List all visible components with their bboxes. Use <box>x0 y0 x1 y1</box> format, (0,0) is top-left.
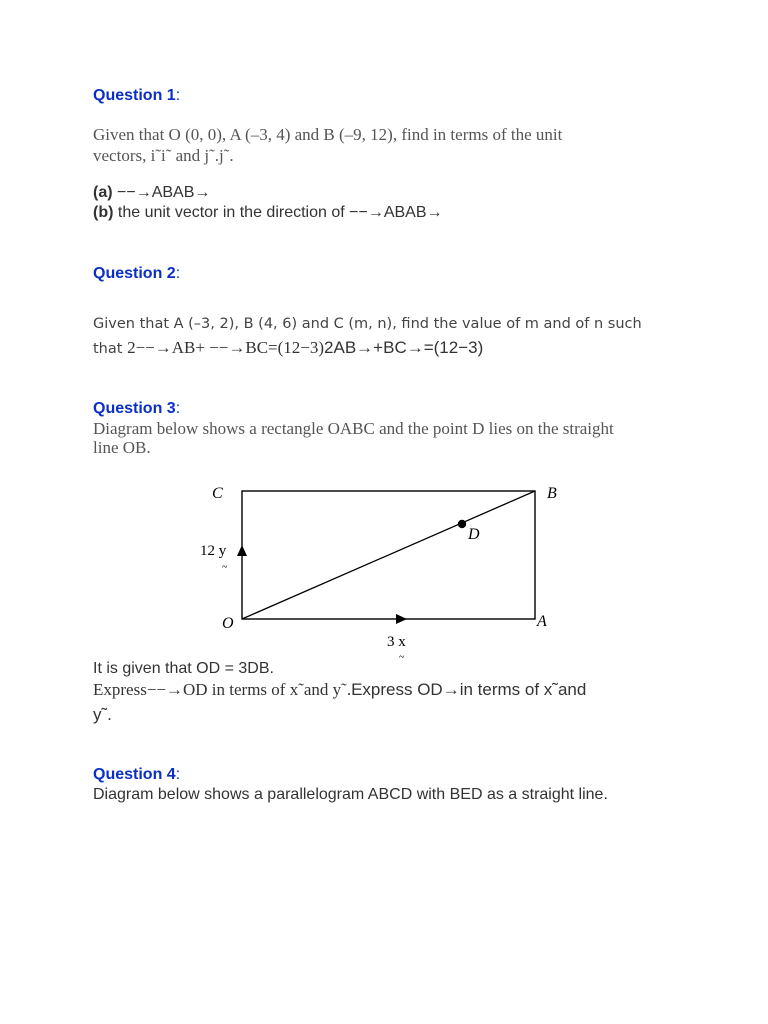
q1-part-b-label: (b) <box>93 204 114 221</box>
q2-equation-sans: 2AB→+BC→=(12−3) <box>324 338 484 357</box>
q3-express-line2: y˜. <box>93 705 112 724</box>
q3-text-line1: Diagram below shows a rectangle OABC and the point D lies on the straight <box>93 419 614 438</box>
line-ob <box>242 491 535 619</box>
q1-part-a <box>93 184 210 202</box>
label-3x: 3 x <box>387 634 406 650</box>
rectangle-diagram <box>180 478 580 668</box>
question-1-heading: Question 1: <box>93 87 181 104</box>
q2-text-line1: Given that A (–3, 2), B (4, 6) and C (m, n), find the value of m and of n such <box>93 316 642 332</box>
question-4-heading: Question 4: <box>93 766 181 783</box>
q1-part-b <box>93 204 443 222</box>
label-3x-tilde: ~ <box>399 652 405 663</box>
label-12y: 12 y <box>200 543 227 559</box>
q1-part-a-label: (a) <box>93 184 113 201</box>
question-3-heading: Question 3: <box>93 400 181 417</box>
question-2-heading: Question 2: <box>93 265 181 282</box>
label-a: A <box>537 613 547 630</box>
q3-given: It is given that OD = 3DB. <box>93 660 274 677</box>
q1-text-line2: vectors, i˜i˜ and j˜.j˜. <box>93 146 234 165</box>
arrow-right-icon <box>396 614 407 624</box>
q1-text-line1: Given that O (0, 0), A (–3, 4) and B (–9, 12), find in terms of the unit <box>93 125 563 144</box>
label-o: O <box>222 615 234 632</box>
q3-express-sans: Express OD→in terms of x˜and <box>351 680 587 699</box>
q3-express-line1 <box>93 680 586 700</box>
q4-text-line1: Diagram below shows a parallelogram ABCD with BED as a straight line. <box>93 786 608 803</box>
label-d: D <box>468 526 480 543</box>
q3-text-line2: line OB. <box>93 438 151 457</box>
q2-text-line2 <box>93 338 483 358</box>
q1-part-a-text: −−→ABAB→ <box>112 184 211 201</box>
label-c: C <box>212 485 223 502</box>
q3-express-serif: Express−−→OD in terms of x˜and y˜. <box>93 680 352 699</box>
q2-that: that <box>93 341 128 357</box>
point-d <box>458 520 466 528</box>
arrow-up-icon <box>237 545 247 556</box>
label-12y-tilde: ~ <box>222 562 228 573</box>
q1-part-b-text: the unit vector in the direction of −−→ABAB→ <box>113 204 443 221</box>
label-b: B <box>547 485 557 502</box>
q2-equation-serif: 2−−→AB+ −−→BC=(12−3) <box>127 338 325 357</box>
